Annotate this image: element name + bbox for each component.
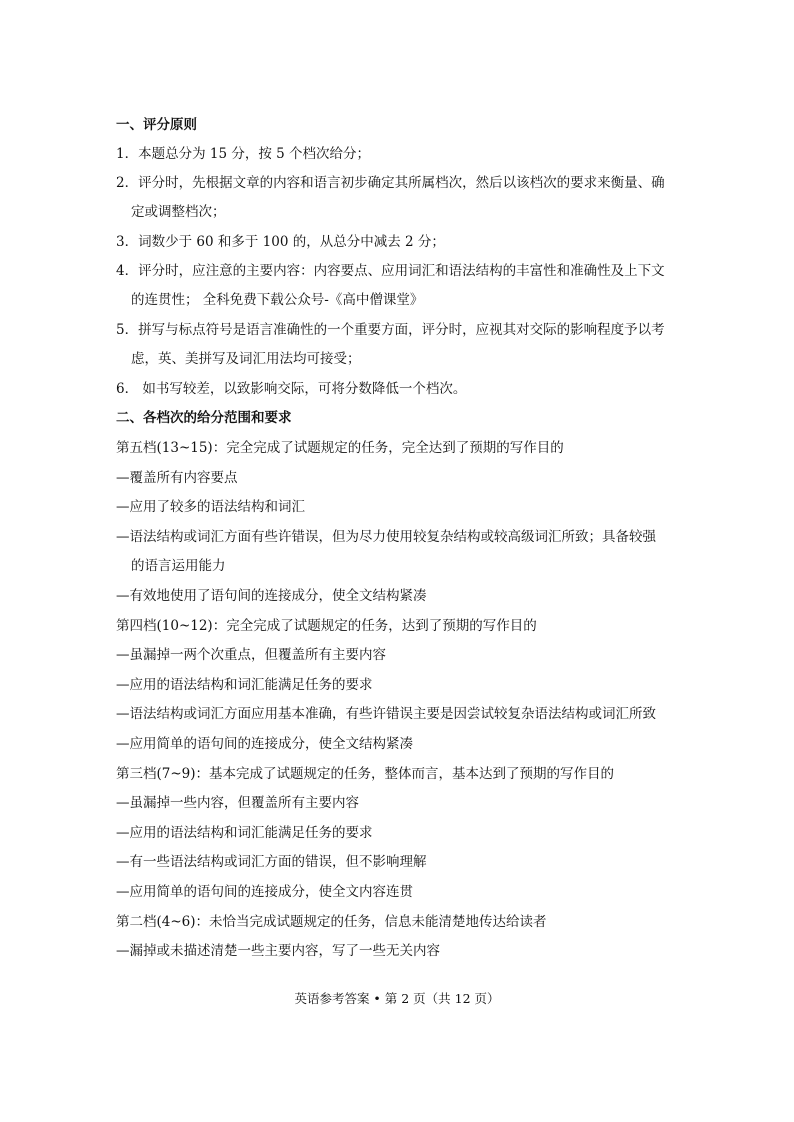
- grade-2-criterion: —漏掉或未描述清楚一些主要内容，写了一些无关内容: [116, 943, 440, 959]
- grade-5-heading: 第五档(13~15)：完全完成了试题规定的任务，完全达到了预期的写作目的: [116, 440, 564, 456]
- rule-2-continued: 定或调整档次；: [131, 204, 226, 220]
- grade-4-criterion: —应用的语法结构和词汇能满足任务的要求: [116, 677, 373, 693]
- grade-3-heading: 第三档(7~9)：基本完成了试题规定的任务，整体而言，基本达到了预期的写作目的: [116, 766, 615, 782]
- grade-5-criterion: —语法结构或词汇方面有些许错误，但为尽力使用较复杂结构或较高级词汇所致；具备较强: [116, 529, 656, 545]
- rule-5-continued: 虑，英、美拼写及词汇用法均可接受；: [131, 351, 361, 367]
- grade-5-criterion: —覆盖所有内容要点: [116, 470, 238, 486]
- grade-5-criterion-continued: 的语言运用能力: [131, 558, 226, 574]
- section-2-title: 二、各档次的给分范围和要求: [116, 410, 292, 426]
- rule-6: 6． 如书写较差，以致影响交际，可将分数降低一个档次。: [116, 381, 467, 397]
- grade-4-heading: 第四档(10~12)：完全完成了试题规定的任务，达到了预期的写作目的: [116, 618, 537, 634]
- grade-5-criterion: —有效地使用了语句间的连接成分，使全文结构紧凑: [116, 588, 427, 604]
- section-1-title: 一、评分原则: [116, 117, 197, 133]
- rule-4: 4．评分时，应注意的主要内容：内容要点、应用词汇和语法结构的丰富性和准确性及上下文: [116, 263, 665, 279]
- rule-5: 5．拼写与标点符号是语言准确性的一个重要方面，评分时，应视其对交际的影响程度予以考: [116, 322, 665, 338]
- rule-2: 2．评分时，先根据文章的内容和语言初步确定其所属档次，然后以该档次的要求来衡量、确: [116, 175, 665, 191]
- page-footer: 英语参考答案 • 第 2 页（共 12 页）: [294, 991, 500, 1006]
- grade-3-criterion: —有一些语法结构或词汇方面的错误，但不影响理解: [116, 854, 427, 870]
- grade-3-criterion: —虽漏掉一些内容，但覆盖所有主要内容: [116, 795, 359, 811]
- grade-3-criterion: —应用的语法结构和词汇能满足任务的要求: [116, 825, 373, 841]
- rule-4-continued: 的连贯性； 全科免费下载公众号-《高中僧课堂》: [131, 292, 424, 308]
- grade-5-criterion: —应用了较多的语法结构和词汇: [116, 499, 305, 515]
- grade-2-heading: 第二档(4~6)：未恰当完成试题规定的任务，信息未能清楚地传达给读者: [116, 914, 547, 930]
- grade-4-criterion: —虽漏掉一两个次重点，但覆盖所有主要内容: [116, 647, 386, 663]
- rule-3: 3．词数少于 60 和多于 100 的，从总分中减去 2 分；: [116, 234, 445, 250]
- grade-4-criterion: —语法结构或词汇方面应用基本准确，有些许错误主要是因尝试较复杂语法结构或词汇所致: [116, 706, 656, 722]
- grade-4-criterion: —应用简单的语句间的连接成分，使全文结构紧凑: [116, 736, 413, 752]
- grade-3-criterion: —应用简单的语句间的连接成分，使全文内容连贯: [116, 884, 413, 900]
- rule-1: 1．本题总分为 15 分，按 5 个档次给分；: [116, 146, 371, 162]
